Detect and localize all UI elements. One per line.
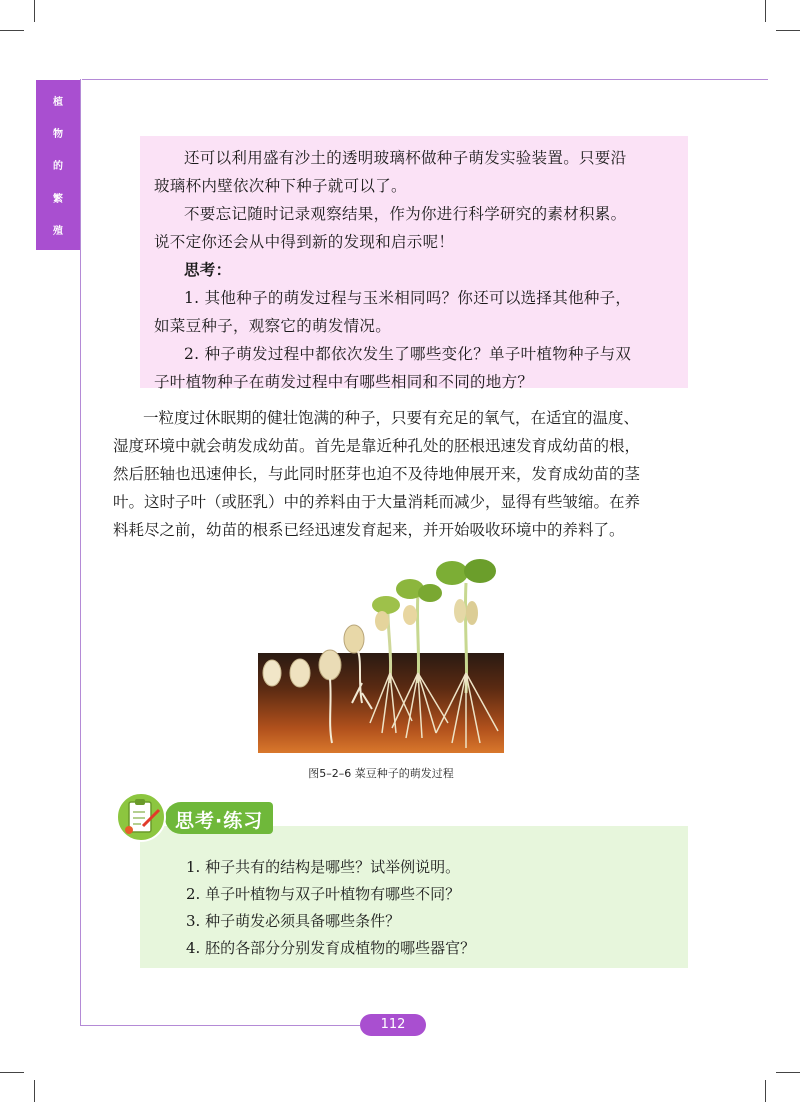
crop-mark: [765, 1080, 766, 1102]
side-tab-char: 物: [53, 129, 63, 141]
exercise-title: 思考·练习: [175, 810, 264, 832]
bean-germination-photo: [258, 553, 504, 753]
side-tab-char: 植: [53, 96, 63, 108]
figure-caption: 图5–2–6 菜豆种子的萌发过程: [308, 767, 454, 780]
crop-mark: [34, 1080, 35, 1102]
crop-mark: [34, 0, 35, 22]
left-rule: [80, 79, 81, 1025]
exercise-header: [113, 792, 283, 842]
bottom-rule: [80, 1025, 360, 1026]
activity-line: 不要忘记随时记录观察结果，作为你进行科学研究的素材积累。: [184, 205, 627, 223]
think-heading: 思考：: [184, 261, 232, 279]
germination-illustration: [258, 553, 504, 753]
page-number: 112: [360, 1014, 426, 1036]
exercise-item: 1. 种子共有的结构是哪些？试举例说明。: [186, 858, 461, 876]
body-line: 一粒度过休眠期的健壮饱满的种子，只要有充足的氧气，在适宜的温度、: [143, 409, 640, 427]
body-line: 叶。这时子叶（或胚乳）中的养料由于大量消耗而减少，显得有些皱缩。在养: [113, 493, 641, 511]
crop-mark: [765, 0, 766, 22]
activity-line: 子叶植物种子在萌发过程中有哪些相同和不同的地方？: [154, 373, 534, 391]
activity-line: 1. 其他种子的萌发过程与玉米相同吗？你还可以选择其他种子，: [184, 289, 632, 307]
activity-line: 2. 种子萌发过程中都依次发生了哪些变化？单子叶植物种子与双: [184, 345, 632, 363]
activity-line: 如菜豆种子，观察它的萌发情况。: [154, 317, 392, 335]
side-tab-char: 繁: [53, 193, 63, 205]
activity-line: 玻璃杯内壁依次种下种子就可以了。: [154, 177, 407, 195]
body-line: 料耗尽之前，幼苗的根系已经迅速发育起来，并开始吸收环境中的养料了。: [113, 521, 625, 539]
crop-mark: [0, 1072, 24, 1073]
clipboard-icon: [115, 792, 167, 842]
exercise-item: 4. 胚的各部分分别发育成植物的哪些器官？: [186, 939, 476, 957]
exercise-item: 3. 种子萌发必须具备哪些条件？: [186, 912, 401, 930]
crop-mark: [776, 1072, 800, 1073]
side-tab-char: 的: [53, 161, 63, 173]
activity-line: 还可以利用盛有沙土的透明玻璃杯做种子萌发实验装置。只要沿: [184, 149, 627, 167]
exercise-item: 2. 单子叶植物与双子叶植物有哪些不同？: [186, 885, 461, 903]
activity-box: [140, 136, 688, 391]
crop-mark: [0, 30, 24, 31]
crop-mark: [776, 30, 800, 31]
top-rule: [82, 79, 768, 80]
body-line: 然后胚轴也迅速伸长，与此同时胚芽也迫不及待地伸展开来，发育成幼苗的茎: [113, 465, 641, 483]
chapter-side-tab: [36, 80, 80, 250]
side-tab-char: 殖: [53, 226, 63, 238]
exercise-box: [140, 826, 688, 968]
activity-line: 说不定你还会从中得到新的发现和启示呢！: [154, 233, 455, 251]
body-line: 湿度环境中就会萌发成幼苗。首先是靠近种孔处的胚根迅速发育成幼苗的根，: [113, 437, 641, 455]
